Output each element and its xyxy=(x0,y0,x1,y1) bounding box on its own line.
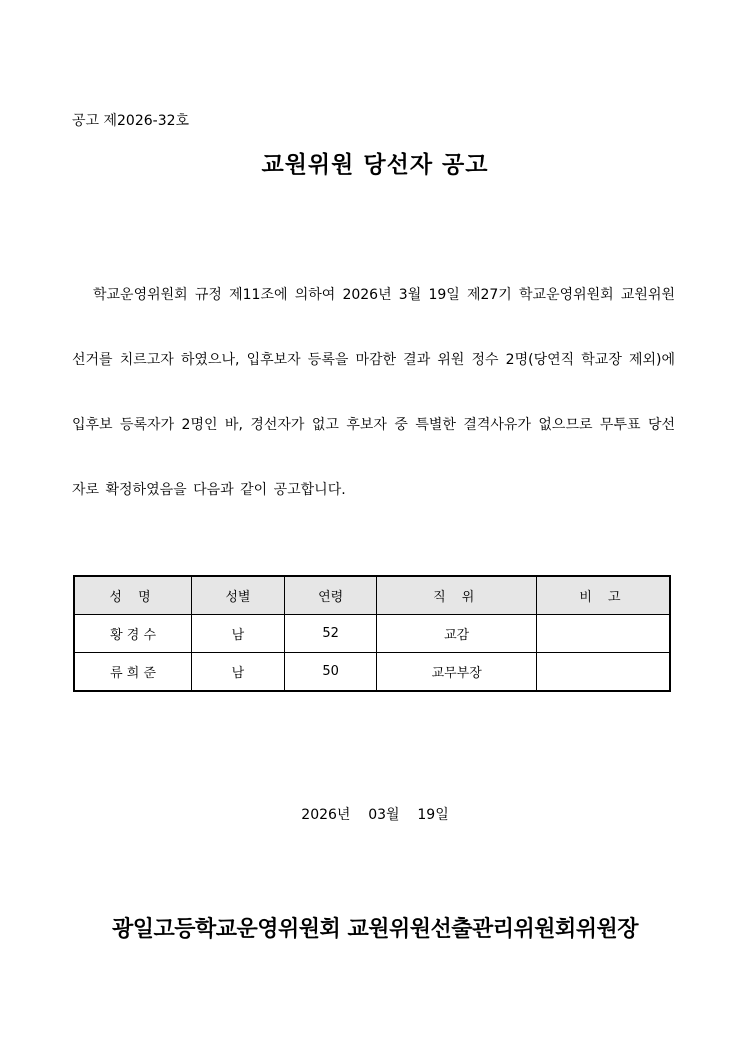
header-name: 성 명 xyxy=(74,576,192,615)
signer-title: 광일고등학교운영위원회 교원위원선출관리위원회위원장 xyxy=(112,917,638,942)
cell-position: 교감 xyxy=(377,615,536,653)
notice-body-paragraph: 학교운영위원회 규정 제11조에 의하여 2026년 3월 19일 제27기 학교운영위원회 교원위원 선거를 치르고자 하였으나, 입후보자 등록을 마감한 결과 위원 정수 2명(당연직 학교장 제외)에 입후보 등록자가 2명인 바, 경선자가 없고 후보자 중 특별한 결격사유가 없으므로 무투표 당선자로 확정하였음을 다음과 같이 공고합니다. xyxy=(72,287,675,498)
notice-number: 공고 제2026-32호 xyxy=(72,113,190,129)
table-row xyxy=(74,615,670,653)
cell-note xyxy=(536,615,670,653)
cell-note xyxy=(536,653,670,692)
notice-title: 교원위원 당선자 공고 xyxy=(261,152,489,178)
elected-members-table xyxy=(73,575,671,692)
cell-age: 52 xyxy=(284,615,377,653)
cell-name: 류 희 준 xyxy=(74,653,192,692)
header-gender: 성별 xyxy=(192,576,285,615)
header-age: 연령 xyxy=(284,576,377,615)
cell-gender: 남 xyxy=(192,615,285,653)
table-header-row xyxy=(74,576,670,615)
table-row xyxy=(74,653,670,692)
cell-name: 황 경 수 xyxy=(74,615,192,653)
cell-position: 교무부장 xyxy=(377,653,536,692)
header-note: 비 고 xyxy=(536,576,670,615)
notice-date: 2026년 03월 19일 xyxy=(301,807,449,823)
header-position: 직 위 xyxy=(377,576,536,615)
notice-body xyxy=(72,263,675,523)
cell-age: 50 xyxy=(284,653,377,692)
cell-gender: 남 xyxy=(192,653,285,692)
